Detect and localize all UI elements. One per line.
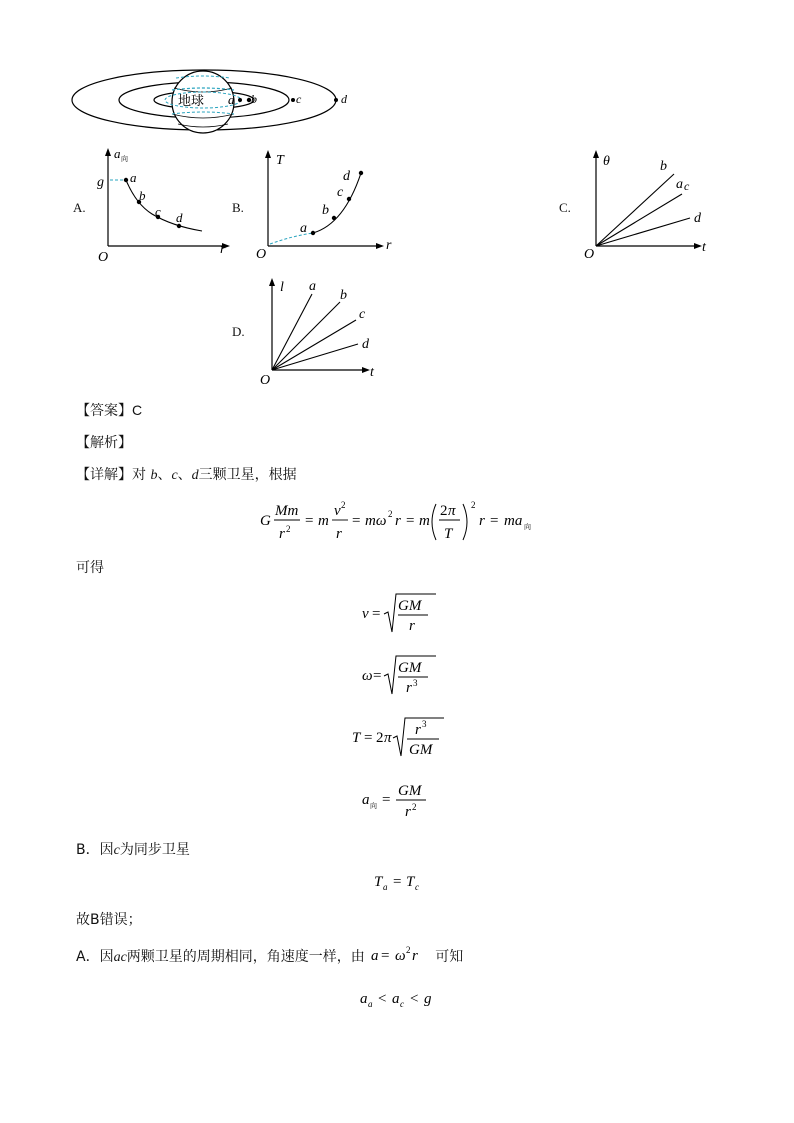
option-c-line-d: d [694, 211, 701, 226]
svg-text:π: π [384, 730, 392, 746]
option-d-origin: O [260, 373, 271, 388]
option-d-line-c: c [359, 307, 366, 322]
section-b-c: c [113, 843, 120, 858]
option-a-y-sub: 向 [121, 155, 128, 163]
section-a-line [76, 946, 463, 966]
detail-sep1: 、 [157, 467, 172, 483]
option-c-label: C. [559, 200, 571, 215]
svg-text:m: m [318, 513, 329, 529]
option-b-point-b: b [322, 203, 329, 218]
svg-text:c: c [415, 882, 419, 892]
answer-value: C [132, 402, 143, 418]
option-c-line-c: c [684, 179, 690, 193]
svg-text:=: = [372, 606, 381, 622]
svg-text:=: = [364, 730, 373, 746]
option-d-label: D. [232, 324, 245, 339]
svg-text:3: 3 [413, 678, 418, 688]
detail-line [76, 464, 297, 484]
svg-text:GM: GM [409, 742, 433, 758]
svg-text:=: = [381, 948, 390, 964]
svg-text:GM: GM [398, 660, 422, 676]
equation-ta-tc [372, 868, 432, 898]
option-c-line-a: a [676, 177, 683, 192]
section-b-suffix: 为同步卫星 [119, 842, 190, 858]
option-c-y-axis: θ [603, 154, 610, 169]
svg-text:r: r [395, 513, 401, 529]
section-a-suffix: 可知 [435, 949, 464, 965]
svg-text:r: r [279, 526, 285, 542]
svg-text:r: r [412, 948, 419, 964]
svg-text:v: v [362, 606, 369, 622]
option-b-point-a: a [300, 221, 307, 236]
svg-text:a: a [392, 991, 400, 1007]
option-b-point-c: c [337, 185, 344, 200]
section-a-middle: 两颗卫星的周期相同，角速度一样，由 [126, 949, 365, 965]
svg-text:向: 向 [524, 523, 531, 531]
keyi-text: 可得 [76, 560, 104, 576]
equation-gravity [258, 496, 548, 546]
svg-text:Mm: Mm [275, 503, 299, 519]
svg-text:g: g [424, 991, 432, 1007]
option-c-origin: O [584, 247, 595, 262]
analysis-tag: 【解析】 [76, 435, 132, 451]
sat-c-dot [291, 98, 295, 102]
option-b-origin: O [256, 247, 267, 262]
svg-text:=: = [490, 513, 499, 529]
equation-v [360, 590, 440, 636]
option-d-graph [254, 274, 394, 390]
option-c-graph [580, 146, 720, 266]
svg-text:r: r [409, 618, 415, 634]
option-a-point-a: a [130, 170, 137, 185]
svg-text:T: T [406, 874, 415, 890]
svg-text:<: < [378, 991, 387, 1007]
svg-text:a: a [383, 882, 388, 892]
svg-text:T: T [444, 526, 453, 542]
section-a-ac: ac [113, 950, 127, 965]
svg-text:r: r [479, 513, 485, 529]
section-b-prefix: B．因 [76, 842, 114, 858]
answer-tag: 【答案】 [76, 403, 132, 419]
answer-line [76, 400, 142, 420]
option-b-y-axis: T [276, 153, 284, 168]
option-a-x-axis: r [220, 242, 226, 257]
svg-text:ma: ma [504, 513, 523, 529]
svg-text:2: 2 [376, 730, 384, 746]
option-d-line-a: a [309, 279, 316, 294]
option-b-x-axis: r [386, 238, 392, 253]
equation-inequality [358, 985, 448, 1011]
sat-a-label: a [228, 92, 235, 107]
option-a-label: A. [73, 200, 86, 215]
svg-text:=: = [352, 513, 361, 529]
svg-text:c: c [400, 999, 404, 1009]
svg-text:m: m [419, 513, 430, 529]
svg-text:=: = [373, 668, 382, 684]
orbit-figure [68, 66, 358, 156]
option-b-label: B. [232, 200, 244, 215]
option-a-graph [92, 146, 242, 266]
svg-text:<: < [410, 991, 419, 1007]
svg-text:GM: GM [398, 598, 422, 614]
section-a-prefix: A．因 [76, 949, 114, 965]
svg-text:2: 2 [286, 524, 291, 534]
svg-text:mω: mω [365, 513, 387, 529]
svg-text:3: 3 [422, 719, 427, 729]
option-a-g: g [97, 175, 104, 190]
svg-text:ω: ω [362, 668, 373, 684]
detail-d: d [191, 468, 199, 483]
svg-text:ω: ω [395, 948, 406, 964]
svg-text:2: 2 [471, 500, 476, 510]
equation-acceleration [360, 776, 440, 822]
detail-b: b [150, 468, 158, 483]
option-c-x-axis: t [702, 240, 706, 255]
svg-text:=: = [406, 513, 415, 529]
option-a-origin: O [98, 250, 109, 265]
svg-text:2: 2 [388, 509, 393, 519]
svg-text:2: 2 [341, 500, 346, 510]
sat-d-dot [334, 98, 338, 102]
sat-b-label: b [251, 92, 257, 106]
svg-text:=: = [382, 792, 391, 808]
svg-text:2: 2 [412, 802, 417, 812]
option-a-point-b: b [139, 188, 146, 203]
svg-text:T: T [374, 874, 383, 890]
svg-text:=: = [305, 513, 314, 529]
svg-text:a: a [368, 999, 373, 1009]
conclusion-b: 故B错误； [76, 912, 142, 928]
svg-text:向: 向 [370, 802, 377, 810]
option-d-line-d: d [362, 337, 369, 352]
detail-c: c [171, 468, 178, 483]
equation-omega [360, 652, 440, 698]
sat-d-label: d [341, 92, 347, 106]
equation-period [350, 714, 450, 760]
option-a-point-d: d [176, 210, 183, 225]
svg-text:v: v [334, 503, 341, 519]
earth-label: 地球 [178, 94, 205, 109]
section-b-line [76, 839, 190, 859]
option-d-line-b: b [340, 288, 347, 303]
svg-text:r: r [415, 722, 421, 738]
option-b-point-d: d [343, 169, 350, 184]
svg-text:2: 2 [406, 946, 411, 955]
detail-intro: 对 [132, 467, 146, 483]
detail-sep2: 、 [177, 467, 192, 483]
option-c-line-b: b [660, 159, 667, 174]
sat-c-label: c [296, 92, 302, 106]
svg-text:a: a [371, 948, 379, 964]
svg-text:T: T [352, 730, 361, 746]
svg-text:G: G [260, 513, 271, 529]
option-a-y-axis: a [114, 146, 121, 161]
detail-tag: 【详解】 [76, 467, 132, 483]
option-a-point-c: c [155, 204, 161, 219]
option-d-x-axis: t [370, 365, 374, 380]
svg-text:2: 2 [440, 503, 448, 519]
svg-text:r: r [406, 680, 412, 696]
svg-text:a: a [360, 991, 368, 1007]
option-d-y-axis: l [280, 280, 284, 295]
svg-text:r: r [336, 526, 342, 542]
svg-text:r: r [405, 804, 411, 820]
equation-a-omega-inline [369, 946, 435, 964]
option-b-graph [252, 146, 402, 266]
sat-a-dot [238, 98, 242, 102]
detail-intro-2: 三颗卫星，根据 [198, 467, 297, 483]
svg-text:=: = [393, 874, 402, 890]
svg-text:GM: GM [398, 783, 422, 799]
svg-text:π: π [448, 503, 456, 519]
svg-text:a: a [362, 792, 370, 808]
